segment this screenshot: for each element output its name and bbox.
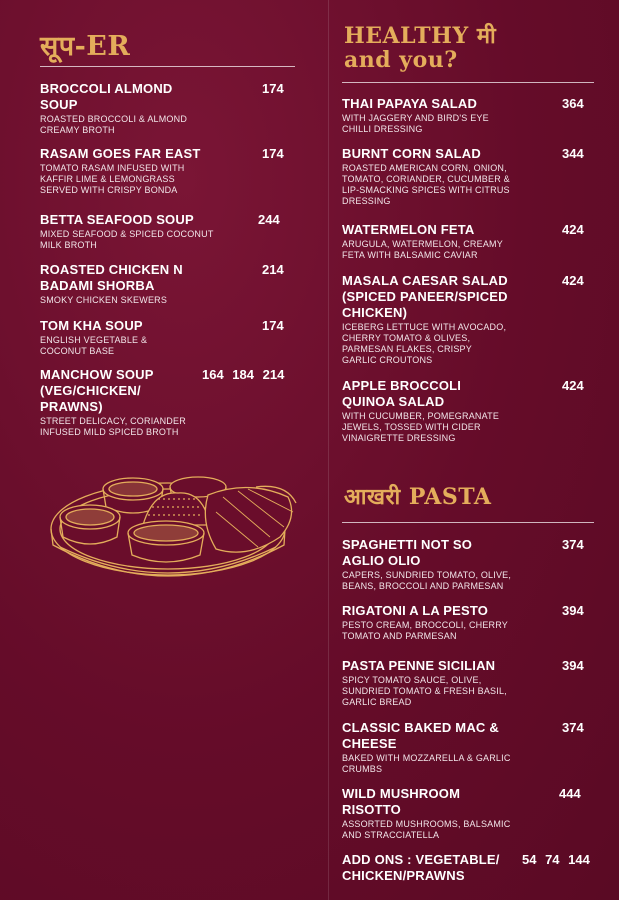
- soup-section-title: सूप-ER: [40, 31, 131, 62]
- pasta-section-title: आखरी PASTA: [344, 484, 492, 510]
- item-price: 444: [559, 786, 581, 801]
- item-name: THAI PAPAYA SALAD: [342, 96, 478, 111]
- item-name: RASAM GOES FAR EAST: [40, 146, 201, 161]
- menu-item: [40, 262, 290, 306]
- item-desc: MIXED SEAFOOD & SPICED COCONUT MILK BROTH: [40, 229, 214, 250]
- item-name: BROCCOLI ALMOND SOUP: [40, 81, 173, 112]
- menu-item: [342, 222, 592, 261]
- item-price: 424: [562, 222, 584, 237]
- item-desc: SMOKY CHICKEN SKEWERS: [40, 295, 168, 305]
- item-desc: TOMATO RASAM INFUSED WITH KAFFIR LIME & LEMONGRASS SERVED WITH CRISPY BONDA: [40, 163, 185, 195]
- item-price: 54 74 144: [522, 852, 590, 867]
- pasta-title-rule: [342, 522, 594, 523]
- menu-item: [342, 658, 592, 708]
- menu-item: [342, 96, 592, 135]
- item-name: MASALA CAESAR SALAD (SPICED PANEER/SPICED CHICKEN): [342, 273, 508, 320]
- item-price: 174: [262, 81, 284, 96]
- item-name: BURNT CORN SALAD: [342, 146, 481, 161]
- item-name: BETTA SEAFOOD SOUP: [40, 212, 194, 227]
- healthy-section-title: HEALTHY मी: [344, 23, 497, 49]
- item-price: 174: [262, 146, 284, 161]
- menu-item-add-ons: [342, 852, 592, 884]
- item-price: 244: [258, 212, 280, 227]
- item-name: WILD MUSHROOM RISOTTO: [342, 786, 461, 817]
- healthy-title-rule: [342, 82, 594, 83]
- column-divider: [328, 0, 329, 900]
- item-name: PASTA PENNE SICILIAN: [342, 658, 496, 673]
- item-name: MANCHOW SOUP (VEG/CHICKEN/ PRAWNS): [40, 367, 154, 414]
- menu-item: [40, 212, 290, 251]
- item-name: WATERMELON FETA: [342, 222, 475, 237]
- item-price: 394: [562, 603, 584, 618]
- menu-item: [40, 146, 290, 196]
- item-desc: WITH CUCUMBER, POMEGRANATE JEWELS, TOSSED WITH CIDER VINAIGRETTE DRESSING: [342, 411, 500, 443]
- item-desc: ASSORTED MUSHROOMS, BALSAMIC AND STRACCIATELLA: [342, 819, 511, 840]
- item-price: 394: [562, 658, 584, 673]
- item-price: 424: [562, 378, 584, 393]
- item-desc: CAPERS, SUNDRIED TOMATO, OLIVE, BEANS, BROCCOLI AND PARMESAN: [342, 570, 512, 591]
- menu-item: [342, 786, 592, 841]
- item-price: 424: [562, 273, 584, 288]
- item-price: 174: [262, 318, 284, 333]
- menu-item: [342, 378, 592, 444]
- item-price: 374: [562, 720, 584, 735]
- item-price: 214: [262, 262, 284, 277]
- item-desc: ROASTED AMERICAN CORN, ONION, TOMATO, CORIANDER, CUCUMBER & LIP-SMACKING SPICES WITH CITRUS DRESSING: [342, 163, 510, 206]
- item-desc: SPICY TOMATO SAUCE, OLIVE, SUNDRIED TOMATO & FRESH BASIL, GARLIC BREAD: [342, 675, 507, 707]
- item-name: APPLE BROCCOLI QUINOA SALAD: [342, 378, 462, 409]
- item-desc: ENGLISH VEGETABLE & COCONUT BASE: [40, 335, 148, 356]
- item-desc: BAKED WITH MOZZARELLA & GARLIC CRUMBS: [342, 753, 511, 774]
- item-price: 344: [562, 146, 584, 161]
- healthy-section-subtitle: and you?: [344, 47, 458, 73]
- item-price: 374: [562, 537, 584, 552]
- soup-title-rule: [40, 66, 295, 67]
- menu-item: [342, 720, 592, 775]
- item-name: ROASTED CHICKEN N BADAMI SHORBA: [40, 262, 183, 293]
- item-desc: ROASTED BROCCOLI & ALMOND CREAMY BROTH: [40, 114, 188, 135]
- item-name: ADD ONS : VEGETABLE/ CHICKEN/PRAWNS: [342, 852, 500, 883]
- menu-item: [342, 603, 592, 642]
- item-name: CLASSIC BAKED MAC & CHEESE: [342, 720, 499, 751]
- item-desc: ARUGULA, WATERMELON, CREAMY FETA WITH BALSAMIC CAVIAR: [342, 239, 503, 260]
- item-desc: STREET DELICACY, CORIANDER INFUSED MILD SPICED BROTH: [40, 416, 186, 437]
- menu-item: [342, 273, 592, 366]
- item-name: RIGATONI A LA PESTO: [342, 603, 489, 618]
- item-name: SPAGHETTI NOT SO AGLIO OLIO: [342, 537, 473, 568]
- menu-item: [40, 81, 290, 136]
- menu-item: [40, 318, 290, 357]
- item-price: 164 184 214: [202, 367, 285, 382]
- menu-item: [40, 367, 290, 438]
- item-desc: PESTO CREAM, BROCCOLI, CHERRY TOMATO AND PARMESAN: [342, 620, 508, 641]
- item-name: TOM KHA SOUP: [40, 318, 143, 333]
- item-desc: WITH JAGGERY AND BIRD'S EYE CHILLI DRESSING: [342, 113, 489, 134]
- menu-item: [342, 146, 592, 207]
- item-price: 364: [562, 96, 584, 111]
- item-desc: ICEBERG LETTUCE WITH AVOCADO, CHERRY TOMATO & OLIVES, PARMESAN FLAKES, CRISPY GARLIC CROUTONS: [342, 322, 507, 365]
- thali-plate-illustration: [48, 467, 300, 591]
- menu-item: [342, 537, 592, 592]
